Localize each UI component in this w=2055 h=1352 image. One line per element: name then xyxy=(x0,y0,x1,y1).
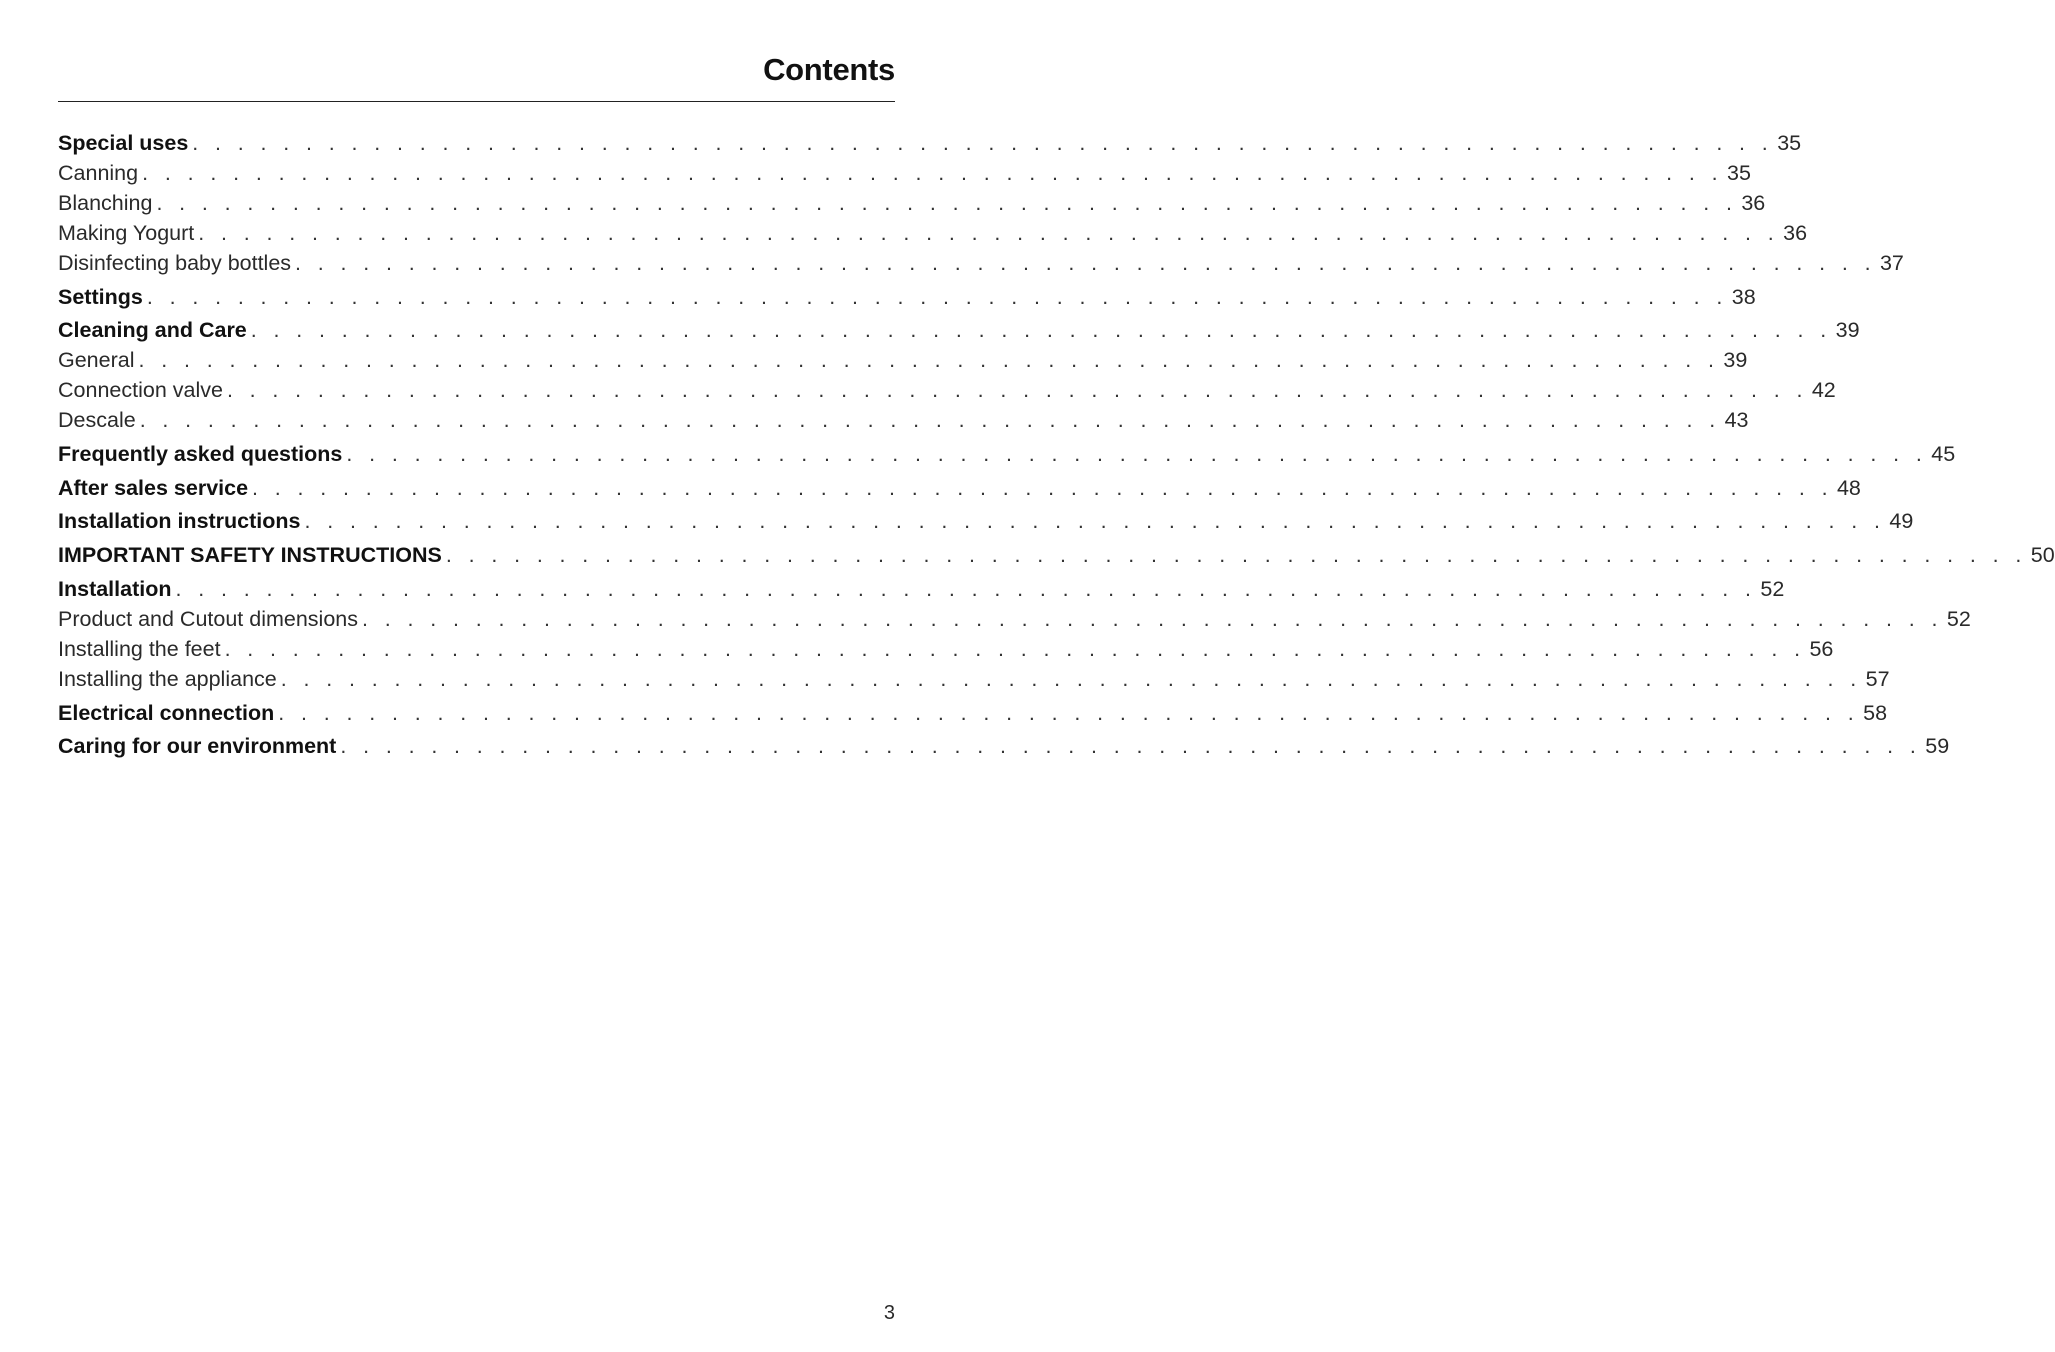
toc-entry-label: Electrical connection xyxy=(58,700,275,725)
toc-entry-installing-the-feet[interactable] xyxy=(58,634,1834,664)
toc-entry-blanching[interactable] xyxy=(58,188,1766,218)
toc-entry-installing-the-appliance[interactable] xyxy=(58,664,1890,694)
dot-leader: . . . . . . . . . . . . . . . . . . . . . . . . . . . . . . . . . . . . . . . . . . . . . . . . . . . . . . . . . . . . . . . . . . . . . . xyxy=(226,378,1808,403)
dot-leader: . . . . . . . . . . . . . . . . . . . . . . . . . . . . . . . . . . . . . . . . . . . . . . . . . . . . . . . . . . . . . . . . . . . . . . xyxy=(252,475,1833,500)
toc-entry-page: 56 xyxy=(1809,636,1834,661)
toc-entry-label: Canning xyxy=(58,161,139,185)
dot-leader: . . . . . . . . . . . . . . . . . . . . . . . . . . . . . . . . . . . . . . . . . . . . . . . . . . . . . . . . . . . . . . . . . . . . . . xyxy=(278,700,1860,725)
toc-entry-page: 39 xyxy=(1723,348,1748,373)
toc-entry-label: IMPORTANT SAFETY INSTRUCTIONS xyxy=(58,543,442,568)
toc-entry-canning[interactable] xyxy=(58,158,1751,188)
dot-leader: . . . . . . . . . . . . . . . . . . . . . . . . . . . . . . . . . . . . . . . . . . . . . . . . . . . . . . . . . . . . . . . . . . . . . . xyxy=(192,131,1774,155)
toc-entry-page: 35 xyxy=(1777,131,1802,155)
toc-entry-page: 37 xyxy=(1879,251,1904,275)
toc-entry-label: Installing the feet xyxy=(58,636,221,661)
toc-entry-label: Connection valve xyxy=(58,378,223,403)
toc-entry-page: 48 xyxy=(1836,475,1861,500)
toc-entry-after-sales-service[interactable] xyxy=(58,473,1861,503)
toc-entry-label: General xyxy=(58,348,135,373)
dot-leader: . . . . . . . . . . . . . . . . . . . . . . . . . . . . . . . . . . . . . . . . . . . . . . . . . . . . . . . . . . . . . . . . . . . . . . xyxy=(250,318,1832,343)
toc-entry-page: 52 xyxy=(1760,576,1785,601)
toc-entry-label: Settings xyxy=(58,284,143,309)
dot-leader: . . . . . . . . . . . . . . . . . . . . . . . . . . . . . . . . . . . . . . . . . . . . . . . . . . . . . . . . . . . . . . . . . . . . . . xyxy=(304,509,1886,534)
toc-entry-page: 39 xyxy=(1835,318,1860,343)
toc-entry-frequently-asked-questions[interactable] xyxy=(58,439,1956,469)
toc-entry-page: 36 xyxy=(1783,221,1808,245)
toc-entry-label: Product and Cutout dimensions xyxy=(58,606,358,631)
page-header xyxy=(58,50,895,102)
toc-entry-label: Blanching xyxy=(58,191,153,215)
toc-entry-page: 38 xyxy=(1731,284,1756,309)
toc-entry-label: After sales service xyxy=(58,475,249,500)
dot-leader: . . . . . . . . . . . . . . . . . . . . . . . . . . . . . . . . . . . . . . . . . . . . . . . . . . . . . . . . . . . . . . . . . . . . . . xyxy=(139,408,1721,433)
toc-entry-page: 50 xyxy=(2030,543,2055,568)
toc-entry-page: 45 xyxy=(1931,442,1956,467)
dot-leader: . . . . . . . . . . . . . . . . . . . . . . . . . . . . . . . . . . . . . . . . . . . . . . . . . . . . . . . . . . . . . . . . . . . . . . xyxy=(445,543,2027,568)
dot-leader: . . . . . . . . . . . . . . . . . . . . . . . . . . . . . . . . . . . . . . . . . . . . . . . . . . . . . . . . . . . . . . . . . . . . . . xyxy=(146,284,1728,309)
toc-entry-page: 49 xyxy=(1889,509,1914,534)
toc-entry-page: 57 xyxy=(1865,666,1890,691)
dot-leader: . . . . . . . . . . . . . . . . . . . . . . . . . . . . . . . . . . . . . . . . . . . . . . . . . . . . . . . . . . . . . . . . . . . . . . xyxy=(175,576,1757,601)
toc-entry-label: Descale xyxy=(58,408,136,433)
toc-entry-connection-valve[interactable] xyxy=(58,375,1836,405)
dot-leader: . . . . . . . . . . . . . . . . . . . . . . . . . . . . . . . . . . . . . . . . . . . . . . . . . . . . . . . . . . . . . . . . . . . . . . xyxy=(346,442,1928,467)
toc-entry-page: 36 xyxy=(1741,191,1766,215)
toc-entry-general[interactable] xyxy=(58,345,1748,375)
toc-entry-page: 42 xyxy=(1811,378,1836,403)
dot-leader: . . . . . . . . . . . . . . . . . . . . . . . . . . . . . . . . . . . . . . . . . . . . . . . . . . . . . . . . . . . . . . . . . . . . . . xyxy=(156,191,1738,215)
toc-entry-page: 35 xyxy=(1727,161,1751,185)
toc-entry-installation-instructions[interactable] xyxy=(58,506,1914,536)
toc-entry-important-safety-instructions[interactable] xyxy=(58,540,2055,570)
table-of-contents xyxy=(58,128,2055,761)
toc-entry-page: 43 xyxy=(1724,408,1749,433)
dot-leader: . . . . . . . . . . . . . . . . . . . . . . . . . . . . . . . . . . . . . . . . . . . . . . . . . . . . . . . . . . . . . . . . . . . . . . xyxy=(280,666,1862,691)
toc-entry-label: Special uses xyxy=(58,131,189,155)
dot-leader: . . . . . . . . . . . . . . . . . . . . . . . . . . . . . . . . . . . . . . . . . . . . . . . . . . . . . . . . . . . . . . . . . . . . . . xyxy=(340,734,1922,759)
page-title: Contents xyxy=(763,52,895,87)
toc-entry-page: 52 xyxy=(1946,606,1971,631)
toc-entry-label: Caring for our environment xyxy=(58,734,337,759)
toc-entry-disinfecting-baby-bottles[interactable] xyxy=(58,248,1904,278)
toc-entry-settings[interactable] xyxy=(58,282,1756,312)
dot-leader: . . . . . . . . . . . . . . . . . . . . . . . . . . . . . . . . . . . . . . . . . . . . . . . . . . . . . . . . . . . . . . . . . . . . . . xyxy=(142,161,1723,185)
toc-entry-making-yogurt[interactable] xyxy=(58,218,1808,248)
toc-entry-label: Installation instructions xyxy=(58,509,301,534)
toc-entry-label: Disinfecting baby bottles xyxy=(58,251,292,275)
toc-entry-label: Installing the appliance xyxy=(58,666,277,691)
toc-entry-page: 58 xyxy=(1863,700,1888,725)
toc-entry-label: Frequently asked questions xyxy=(58,442,343,467)
toc-entry-installation[interactable] xyxy=(58,574,1785,604)
toc-entry-caring-for-our-environment[interactable] xyxy=(58,731,1950,761)
toc-entry-descale[interactable] xyxy=(58,405,1749,435)
dot-leader: . . . . . . . . . . . . . . . . . . . . . . . . . . . . . . . . . . . . . . . . . . . . . . . . . . . . . . . . . . . . . . . . . . . . . . xyxy=(295,251,1876,275)
dot-leader: . . . . . . . . . . . . . . . . . . . . . . . . . . . . . . . . . . . . . . . . . . . . . . . . . . . . . . . . . . . . . . . . . . . . . . xyxy=(361,606,1943,631)
page-number: 3 xyxy=(883,1302,895,1324)
toc-entry-page: 59 xyxy=(1925,734,1950,759)
toc-entry-electrical-connection[interactable] xyxy=(58,698,1888,728)
toc-entry-product-and-cutout-dimensions[interactable] xyxy=(58,604,1971,634)
toc-entry-label: Making Yogurt xyxy=(58,221,195,245)
dot-leader: . . . . . . . . . . . . . . . . . . . . . . . . . . . . . . . . . . . . . . . . . . . . . . . . . . . . . . . . . . . . . . . . . . . . . . xyxy=(138,348,1720,373)
toc-entry-cleaning-and-care[interactable] xyxy=(58,315,1860,345)
dot-leader: . . . . . . . . . . . . . . . . . . . . . . . . . . . . . . . . . . . . . . . . . . . . . . . . . . . . . . . . . . . . . . . . . . . . . . xyxy=(224,636,1806,661)
toc-entry-special-uses[interactable] xyxy=(58,128,1802,158)
toc-entry-label: Cleaning and Care xyxy=(58,318,247,343)
dot-leader: . . . . . . . . . . . . . . . . . . . . . . . . . . . . . . . . . . . . . . . . . . . . . . . . . . . . . . . . . . . . . . . . . . . . . . xyxy=(198,221,1780,245)
toc-entry-label: Installation xyxy=(58,576,172,601)
